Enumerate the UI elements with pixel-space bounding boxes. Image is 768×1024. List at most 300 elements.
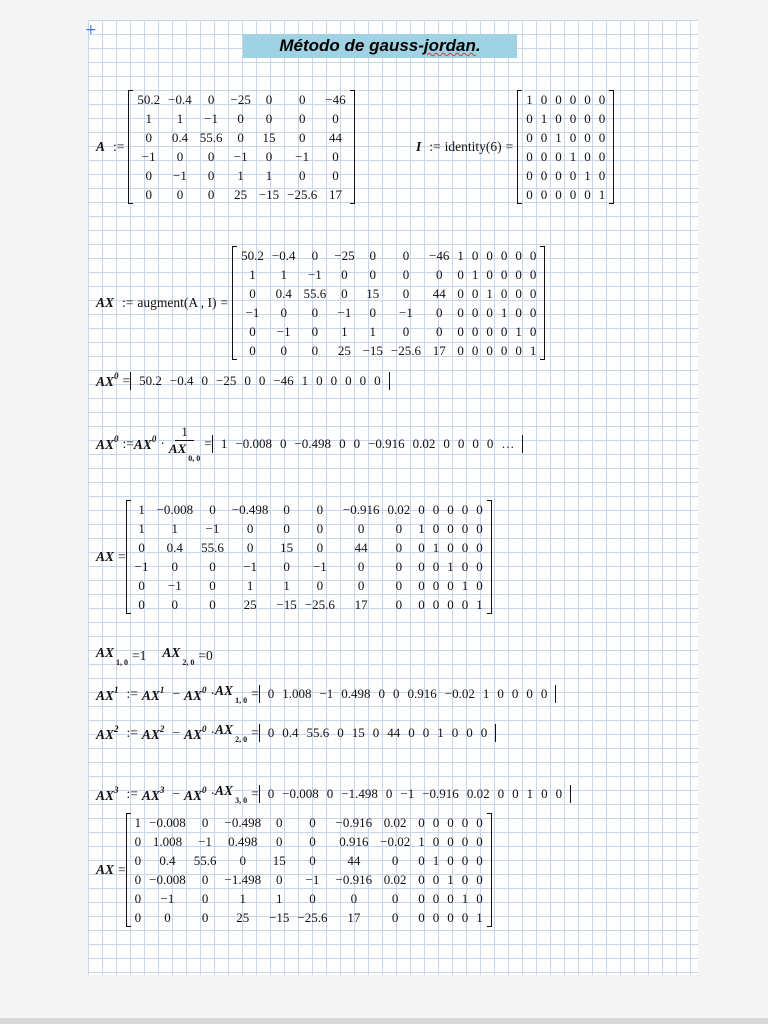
matrix-cell: −1 bbox=[276, 323, 291, 339]
matrix-cell: 1 bbox=[526, 91, 533, 107]
matrix-cell: 0 bbox=[207, 91, 215, 107]
matrix-row bbox=[237, 303, 540, 322]
matrix-cell: 0 bbox=[529, 247, 537, 263]
vector-cell: −0.498 bbox=[294, 435, 332, 451]
matrix-cell: 0 bbox=[418, 501, 425, 517]
vector-cell: 0 bbox=[497, 786, 505, 801]
coef-b: $AX_{2, 0}$ bbox=[162, 645, 195, 667]
assign-operator: := bbox=[126, 786, 138, 801]
matrix-cell: 0 bbox=[476, 871, 483, 887]
row-operation bbox=[96, 722, 496, 744]
matrix-cell: 0 bbox=[486, 323, 493, 339]
vector-cell: −25 bbox=[215, 372, 237, 388]
row-ref: $AX^0$ bbox=[184, 723, 207, 742]
matrix-cell: 1 bbox=[486, 285, 493, 301]
matrix-row bbox=[133, 109, 349, 128]
vector-cell: 0 bbox=[472, 435, 479, 451]
vector-cell: 44 bbox=[387, 725, 401, 740]
matrix-cell: 0 bbox=[598, 167, 606, 183]
vector-cell: 1 bbox=[437, 725, 444, 740]
matrix-cell: 0 bbox=[298, 91, 306, 107]
matrix-cell: 0 bbox=[402, 323, 410, 339]
matrix-cell: −15 bbox=[269, 909, 290, 925]
matrix-cell: −0.008 bbox=[156, 501, 194, 517]
matrix-cell: 0.4 bbox=[275, 285, 292, 301]
matrix-row bbox=[522, 128, 609, 147]
function-arg: 6 bbox=[490, 139, 498, 154]
matrix-cell: 0 bbox=[138, 577, 145, 593]
vector-cell: 0 bbox=[374, 372, 381, 388]
matrix-cell: 1 bbox=[249, 266, 256, 282]
matrix-cell: 1 bbox=[476, 909, 483, 925]
row-ref: $AX^0$ bbox=[96, 371, 119, 389]
matrix-cell: 0 bbox=[598, 91, 606, 107]
matrix-cell: 0 bbox=[418, 539, 425, 555]
matrix-row bbox=[131, 889, 487, 908]
matrix-cell: −25 bbox=[230, 91, 251, 107]
matrix-cell: 0 bbox=[555, 91, 562, 107]
matrix-cell: 0 bbox=[350, 890, 358, 906]
row-operation bbox=[96, 783, 571, 805]
matrix-cell: 0 bbox=[239, 852, 247, 868]
matrix-cell: −1 bbox=[233, 148, 248, 164]
vector-cell: 0.02 bbox=[466, 786, 490, 801]
vector-cell: 0 bbox=[244, 372, 251, 388]
matrix-row bbox=[131, 576, 487, 595]
matrix-cell: 0 bbox=[246, 520, 254, 536]
matrix-cell: 0 bbox=[476, 501, 483, 517]
matrix-cell: 1 bbox=[134, 814, 142, 830]
equals: = bbox=[118, 862, 126, 877]
matrix-cell: 0 bbox=[391, 852, 399, 868]
matrix-cell: −46 bbox=[429, 247, 450, 263]
matrix-cell: −0.916 bbox=[342, 501, 380, 517]
matrix-cell: 0 bbox=[309, 833, 316, 849]
matrix-cell: 0 bbox=[486, 304, 493, 320]
matrix-cell: 44 bbox=[354, 539, 368, 555]
matrix-row bbox=[131, 557, 487, 576]
vector-cell: 0 bbox=[486, 435, 494, 451]
matrix-row bbox=[237, 341, 540, 360]
vector-cell: 1 bbox=[482, 686, 490, 701]
vector-cell: 0 bbox=[372, 725, 380, 740]
matrix-cell: 0.02 bbox=[383, 814, 407, 830]
row-ref: $AX^0$ bbox=[96, 434, 119, 452]
matrix-row bbox=[133, 147, 349, 166]
matrix-cell: 0 bbox=[486, 342, 493, 358]
row-ref: $AX^2$ bbox=[96, 723, 119, 742]
vector-cell: −0.008 bbox=[282, 786, 319, 801]
matrix-cell: −15 bbox=[362, 342, 383, 358]
matrix-cell: 0 bbox=[529, 266, 537, 282]
matrix-cell: 1 bbox=[138, 501, 145, 517]
matrix-cell: 44 bbox=[347, 852, 361, 868]
matrix-cell: 0 bbox=[584, 186, 591, 202]
matrix-row bbox=[522, 109, 609, 128]
matrix-cell: 0 bbox=[283, 501, 290, 517]
matrix-cell: −0.498 bbox=[231, 501, 269, 517]
matrix-identity bbox=[517, 90, 614, 204]
matrix-cell: 0 bbox=[471, 285, 479, 301]
matrix-cell: −1 bbox=[198, 833, 213, 849]
matrix-cell: −0.916 bbox=[335, 871, 373, 887]
function-name: identity bbox=[444, 139, 486, 154]
row-vector bbox=[212, 435, 524, 453]
matrix-cell: 0 bbox=[461, 852, 469, 868]
matrix-cell: 0 bbox=[418, 558, 425, 574]
matrix-cell: 0.916 bbox=[339, 833, 369, 849]
matrix-cell: 0 bbox=[569, 129, 577, 145]
matrix-cell: 0 bbox=[526, 167, 533, 183]
fraction-denominator: $AX_{0, 0}$ bbox=[168, 441, 201, 463]
matrix-cell: 0 bbox=[176, 148, 184, 164]
vector-cell: 0 bbox=[512, 786, 519, 801]
vector-cell: 1 bbox=[301, 372, 309, 388]
matrix-cell: −15 bbox=[258, 186, 280, 202]
matrix-cell: 1 bbox=[239, 890, 247, 906]
matrix-cell: 1 bbox=[276, 890, 283, 906]
matrix-cell: 0 bbox=[316, 577, 324, 593]
matrix-cell: 0 bbox=[283, 558, 290, 574]
matrix-cell: 1 bbox=[283, 577, 290, 593]
matrix-cell: 0 bbox=[298, 110, 306, 126]
matrix-cell: 0 bbox=[461, 520, 469, 536]
matrix-cell: 0 bbox=[598, 148, 606, 164]
matrix-cell: 0 bbox=[309, 814, 316, 830]
matrix-cell: 0 bbox=[276, 814, 283, 830]
matrix-cell: 0 bbox=[145, 186, 153, 202]
matrix-row bbox=[131, 870, 487, 889]
equals: = bbox=[251, 686, 259, 701]
matrix-cell: −1 bbox=[160, 890, 175, 906]
row-ref: $AX^3$ bbox=[141, 784, 165, 803]
matrix-cell: 0 bbox=[309, 852, 316, 868]
matrix-cell: 0 bbox=[341, 266, 348, 282]
matrix-cell: 0 bbox=[584, 110, 591, 126]
matrix-cell: 0 bbox=[249, 342, 256, 358]
matrix-cell: 0 bbox=[432, 577, 440, 593]
matrix-cell: 0 bbox=[584, 91, 591, 107]
matrix-cell: 0 bbox=[461, 814, 469, 830]
matrix-cell: 0 bbox=[500, 266, 508, 282]
row-vector bbox=[259, 785, 571, 803]
matrix-cell: −0.4 bbox=[271, 247, 296, 263]
matrix-cell: 17 bbox=[354, 596, 368, 612]
vector-cell: 0 bbox=[359, 372, 367, 388]
matrix-cell: 0 bbox=[395, 577, 403, 593]
row-ref: $AX^0$ bbox=[184, 684, 207, 703]
matrix-cell: 0 bbox=[332, 167, 339, 183]
matrix-cell: 0 bbox=[457, 266, 464, 282]
matrix-cell: 1 bbox=[540, 110, 548, 126]
matrix-cell: 0 bbox=[486, 247, 493, 263]
matrix-cell: 1 bbox=[569, 148, 577, 164]
matrix-cell: 0 bbox=[316, 501, 324, 517]
matrix-cell: 0 bbox=[369, 266, 376, 282]
matrix-row bbox=[522, 90, 609, 109]
matrix-cell: 0 bbox=[418, 814, 425, 830]
matrix-cell: 0 bbox=[418, 577, 425, 593]
variable-ax: AX bbox=[96, 862, 115, 877]
vector-cell: 15 bbox=[351, 725, 365, 740]
function-args: (A , I) bbox=[183, 295, 217, 310]
vector-cell: … bbox=[501, 435, 515, 451]
vector-cell: −0.916 bbox=[422, 786, 459, 801]
matrix-cell: 0 bbox=[432, 520, 440, 536]
row-vector bbox=[130, 372, 390, 390]
vector-cell: −0.008 bbox=[235, 435, 272, 451]
matrix-cell: 0 bbox=[418, 909, 425, 925]
matrix-cell: 0 bbox=[569, 167, 577, 183]
matrix-cell: 0 bbox=[341, 285, 348, 301]
matrix-cell: 0 bbox=[500, 285, 508, 301]
matrix-row bbox=[522, 185, 609, 204]
matrix-cell: 1 bbox=[432, 852, 440, 868]
matrix-cell: 15 bbox=[272, 852, 286, 868]
matrix-cell: −1 bbox=[204, 110, 219, 126]
equals: = bbox=[505, 139, 514, 154]
matrix-cell: 0 bbox=[298, 167, 306, 183]
vector-cell: −1 bbox=[319, 686, 334, 701]
matrix-cell: 0 bbox=[461, 871, 469, 887]
matrix-cell: −1 bbox=[173, 167, 187, 183]
matrix-cell: 0 bbox=[447, 909, 454, 925]
matrix-cell: 0 bbox=[246, 539, 254, 555]
matrix-cell: 0 bbox=[529, 323, 537, 339]
matrix-cell: 0 bbox=[402, 247, 410, 263]
matrix-cell: 0 bbox=[471, 323, 479, 339]
matrix-cell: 17 bbox=[347, 909, 361, 925]
matrix-cell: 1 bbox=[280, 266, 287, 282]
vector-cell: 0 bbox=[378, 686, 386, 701]
page-title: Método de gauss-jordan. bbox=[243, 34, 517, 58]
matrix-cell: 0 bbox=[145, 129, 153, 145]
vector-cell: 0 bbox=[267, 686, 275, 701]
matrix-cell: 50.2 bbox=[241, 247, 264, 263]
matrix-row bbox=[237, 265, 540, 284]
variable-ax: AX bbox=[96, 295, 115, 310]
matrix-cell: −25.6 bbox=[297, 909, 328, 925]
matrix-cell: 0 bbox=[500, 247, 508, 263]
variable-a: A bbox=[96, 139, 106, 154]
matrix-cell: 0 bbox=[209, 501, 216, 517]
matrix-cell: 44 bbox=[328, 129, 342, 145]
matrix-cell: 0.4 bbox=[171, 129, 189, 145]
matrix-cell: −0.008 bbox=[149, 814, 186, 830]
matrix-cell: 0 bbox=[316, 539, 324, 555]
matrix-row bbox=[522, 166, 609, 185]
matrix-cell: 0 bbox=[164, 909, 171, 925]
row-vector bbox=[259, 724, 497, 742]
matrix-cell: −1 bbox=[295, 148, 310, 164]
vector-cell: 0 bbox=[326, 786, 334, 801]
dot-operator: · bbox=[210, 786, 216, 801]
matrix-cell: 1 bbox=[500, 304, 508, 320]
matrix-step1 bbox=[96, 500, 492, 614]
coef-ref: $AX_{3, 0}$ bbox=[215, 783, 248, 805]
matrix-row bbox=[131, 538, 487, 557]
matrix-cell: 0 bbox=[134, 871, 142, 887]
matrix-cell: 0 bbox=[447, 852, 454, 868]
matrix-cell: 1 bbox=[476, 596, 483, 612]
matrix-cell: 55.6 bbox=[199, 129, 223, 145]
vector-cell: 0 bbox=[339, 435, 346, 451]
bottom-scrollbar[interactable] bbox=[0, 1018, 768, 1024]
matrix-cell: 0 bbox=[540, 148, 548, 164]
matrix-cell: 1 bbox=[461, 890, 469, 906]
equals: = bbox=[251, 786, 259, 801]
vector-cell: 0 bbox=[258, 372, 266, 388]
matrix-cell: 0 bbox=[476, 852, 483, 868]
matrix-cell: 1.008 bbox=[152, 833, 183, 849]
matrix-cell: 0 bbox=[476, 833, 483, 849]
matrix-cell: 1 bbox=[369, 323, 376, 339]
minus-operator: − bbox=[172, 786, 181, 801]
matrix-cell: 1 bbox=[418, 520, 425, 536]
matrix-cell: 0 bbox=[265, 91, 273, 107]
matrix-cell: 0 bbox=[515, 304, 522, 320]
matrix-ax-step1 bbox=[126, 500, 492, 614]
matrix-cell: 1 bbox=[447, 558, 454, 574]
vector-cell: 0 bbox=[497, 686, 504, 701]
matrix-cell: 0 bbox=[461, 833, 469, 849]
matrix-cell: 0 bbox=[500, 323, 508, 339]
matrix-cell: 0 bbox=[276, 833, 283, 849]
matrix-cell: 0 bbox=[432, 501, 440, 517]
matrix-row bbox=[131, 519, 487, 538]
matrix-row bbox=[131, 832, 487, 851]
matrix-cell: 1 bbox=[265, 167, 273, 183]
matrix-cell: 0 bbox=[134, 852, 142, 868]
matrix-cell: −1 bbox=[399, 304, 413, 320]
matrix-cell: 0 bbox=[207, 186, 215, 202]
vector-cell: −0.4 bbox=[169, 372, 194, 388]
vector-cell: 0 bbox=[540, 686, 548, 701]
equals: = bbox=[204, 435, 212, 451]
matrix-cell: 0 bbox=[145, 167, 153, 183]
row-ref: $AX^1$ bbox=[141, 684, 165, 703]
matrix-cell: 0 bbox=[447, 520, 454, 536]
matrix-ax-step2 bbox=[126, 813, 492, 927]
matrix-cell: 0 bbox=[432, 890, 440, 906]
vector-cell: 0 bbox=[541, 786, 548, 801]
matrix-cell: −46 bbox=[325, 91, 346, 107]
matrix-cell: 1 bbox=[515, 323, 522, 339]
matrix-cell: 0 bbox=[447, 814, 454, 830]
matrix-cell: 0 bbox=[526, 129, 533, 145]
matrix-cell: 0.498 bbox=[228, 833, 258, 849]
matrix-row bbox=[133, 128, 349, 147]
vector-cell: 0 bbox=[457, 435, 465, 451]
vector-cell: 0.498 bbox=[341, 686, 371, 701]
matrix-cell: 1 bbox=[598, 186, 606, 202]
matrix-cell: 0 bbox=[526, 110, 533, 126]
matrix-cell: 1 bbox=[418, 833, 425, 849]
matrix-cell: 0 bbox=[515, 285, 522, 301]
matrix-cell: −1 bbox=[141, 148, 156, 164]
matrix-cell: 0 bbox=[209, 596, 216, 612]
matrix-row bbox=[133, 166, 349, 185]
matrix-cell: 0 bbox=[476, 558, 483, 574]
row-vector bbox=[259, 685, 557, 703]
matrix-cell: 0 bbox=[457, 323, 464, 339]
matrix-cell: 0 bbox=[298, 129, 306, 145]
matrix-cell: 0 bbox=[555, 110, 562, 126]
identity-definition: I := identity ( 6 ) = 1 0 0 0 0 0 0 1 0 0 0 0 0 0 1 0 0 0 0 0 0 1 0 0 0 0 0 0 1 0 0 0 0 0 0 1 bbox=[416, 90, 614, 204]
vector-cell: 0 bbox=[526, 686, 533, 701]
fraction-numerator: 1 bbox=[175, 424, 194, 441]
vector-cell: 55.6 bbox=[306, 725, 330, 740]
matrix-cell: 0 bbox=[418, 852, 425, 868]
matrix-row bbox=[131, 500, 487, 519]
vector-cell: 0.916 bbox=[407, 686, 437, 701]
row-ref: $AX^1$ bbox=[96, 684, 119, 703]
matrix-cell: 0 bbox=[134, 833, 142, 849]
minus-operator: − bbox=[172, 686, 181, 701]
matrix-cell: 0 bbox=[209, 577, 216, 593]
matrix-cell: 0 bbox=[461, 596, 469, 612]
matrix-cell: 0 bbox=[395, 558, 403, 574]
matrix-cell: 0 bbox=[357, 558, 365, 574]
matrix-cell: 1 bbox=[246, 577, 254, 593]
matrix-cell: 0 bbox=[418, 890, 425, 906]
matrix-cell: 0 bbox=[207, 148, 215, 164]
matrix-cell: 0 bbox=[395, 520, 403, 536]
matrix-cell: 0 bbox=[526, 186, 533, 202]
matrix-cell: 0 bbox=[471, 342, 479, 358]
matrix-cell: 1 bbox=[457, 247, 464, 263]
matrix-a bbox=[128, 90, 354, 204]
matrix-cell: 0 bbox=[237, 129, 244, 145]
matrix-cell: 0 bbox=[471, 247, 479, 263]
vector-cell: 0 bbox=[393, 686, 400, 701]
matrix-cell: −0.02 bbox=[380, 833, 411, 849]
matrix-cell: 0 bbox=[249, 285, 256, 301]
row0-result bbox=[96, 371, 390, 390]
matrix-cell: −1 bbox=[312, 558, 327, 574]
matrix-row bbox=[131, 908, 487, 927]
matrix-cell: 0 bbox=[471, 304, 479, 320]
matrix-cell: 25 bbox=[236, 909, 250, 925]
matrix-cell: 0 bbox=[540, 186, 548, 202]
matrix-cell: 0 bbox=[432, 596, 440, 612]
equals: = bbox=[251, 725, 259, 740]
matrix-cell: 1 bbox=[145, 110, 153, 126]
matrix-cell: 0 bbox=[461, 909, 469, 925]
vector-cell: 0 bbox=[353, 435, 361, 451]
vector-cell: 0 bbox=[422, 725, 430, 740]
matrix-cell: 0 bbox=[476, 814, 483, 830]
matrix-cell: 0 bbox=[311, 304, 319, 320]
matrix-cell: −1 bbox=[337, 304, 352, 320]
matrix-cell: 0 bbox=[201, 890, 209, 906]
matrix-cell: 0 bbox=[569, 110, 577, 126]
coef-b-value: =0 bbox=[198, 648, 213, 663]
matrix-cell: 0 bbox=[515, 266, 522, 282]
matrix-cell: 0 bbox=[138, 539, 145, 555]
matrix-cell: 25 bbox=[337, 342, 351, 358]
insert-cursor-icon[interactable]: + bbox=[85, 22, 97, 38]
matrix-cell: 0 bbox=[357, 520, 365, 536]
matrix-cell: 0 bbox=[171, 596, 179, 612]
matrix-cell: 55.6 bbox=[303, 285, 327, 301]
vector-cell: 0 bbox=[555, 786, 563, 801]
matrix-cell: 0 bbox=[447, 501, 454, 517]
matrix-cell: 0 bbox=[402, 285, 410, 301]
matrix-cell: 0 bbox=[311, 342, 319, 358]
matrix-cell: 0 bbox=[201, 871, 209, 887]
vector-cell: −0.02 bbox=[444, 686, 475, 701]
